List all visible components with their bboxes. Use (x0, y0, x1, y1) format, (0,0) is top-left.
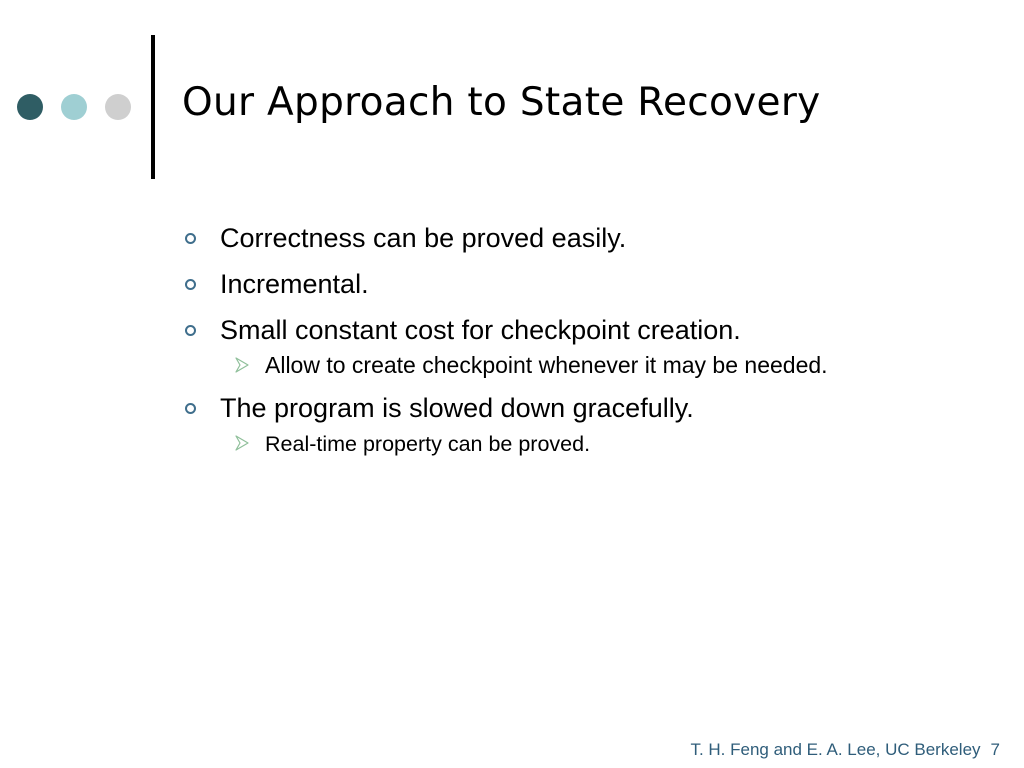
sub-bullet-item (228, 429, 1003, 458)
ring-bullet-icon (185, 403, 196, 414)
decor-dot-medium (61, 94, 87, 120)
bullet-text: The program is slowed down gracefully. (220, 393, 694, 423)
decor-dot-dark (17, 94, 43, 120)
arrow-bullet-icon (235, 435, 249, 451)
footer-credit: T. H. Feng and E. A. Lee, UC Berkeley (690, 740, 981, 759)
bullet-item (183, 267, 1003, 301)
ring-bullet-icon (185, 233, 196, 244)
title-divider (151, 35, 155, 179)
bullet-item (183, 313, 1003, 379)
sub-bullet-text: Real-time property can be proved. (265, 432, 591, 456)
bullet-text: Small constant cost for checkpoint creation. (220, 315, 741, 345)
sub-bullet-item (228, 351, 1003, 379)
page-number: 7 (990, 740, 1000, 759)
bullet-list (183, 221, 1003, 470)
slide-title: Our Approach to State Recovery (182, 80, 821, 125)
arrow-bullet-icon (235, 357, 249, 373)
bullet-item (183, 391, 1003, 458)
bullet-item (183, 221, 1003, 255)
bullet-text: Incremental. (220, 269, 369, 299)
ring-bullet-icon (185, 279, 196, 290)
sub-bullet-list (220, 429, 1003, 458)
sub-bullet-list (220, 351, 1003, 379)
sub-bullet-text: Allow to create checkpoint whenever it may be needed. (265, 352, 828, 378)
slide-footer (690, 740, 1000, 760)
decor-dot-light (105, 94, 131, 120)
ring-bullet-icon (185, 325, 196, 336)
bullet-text: Correctness can be proved easily. (220, 223, 627, 253)
